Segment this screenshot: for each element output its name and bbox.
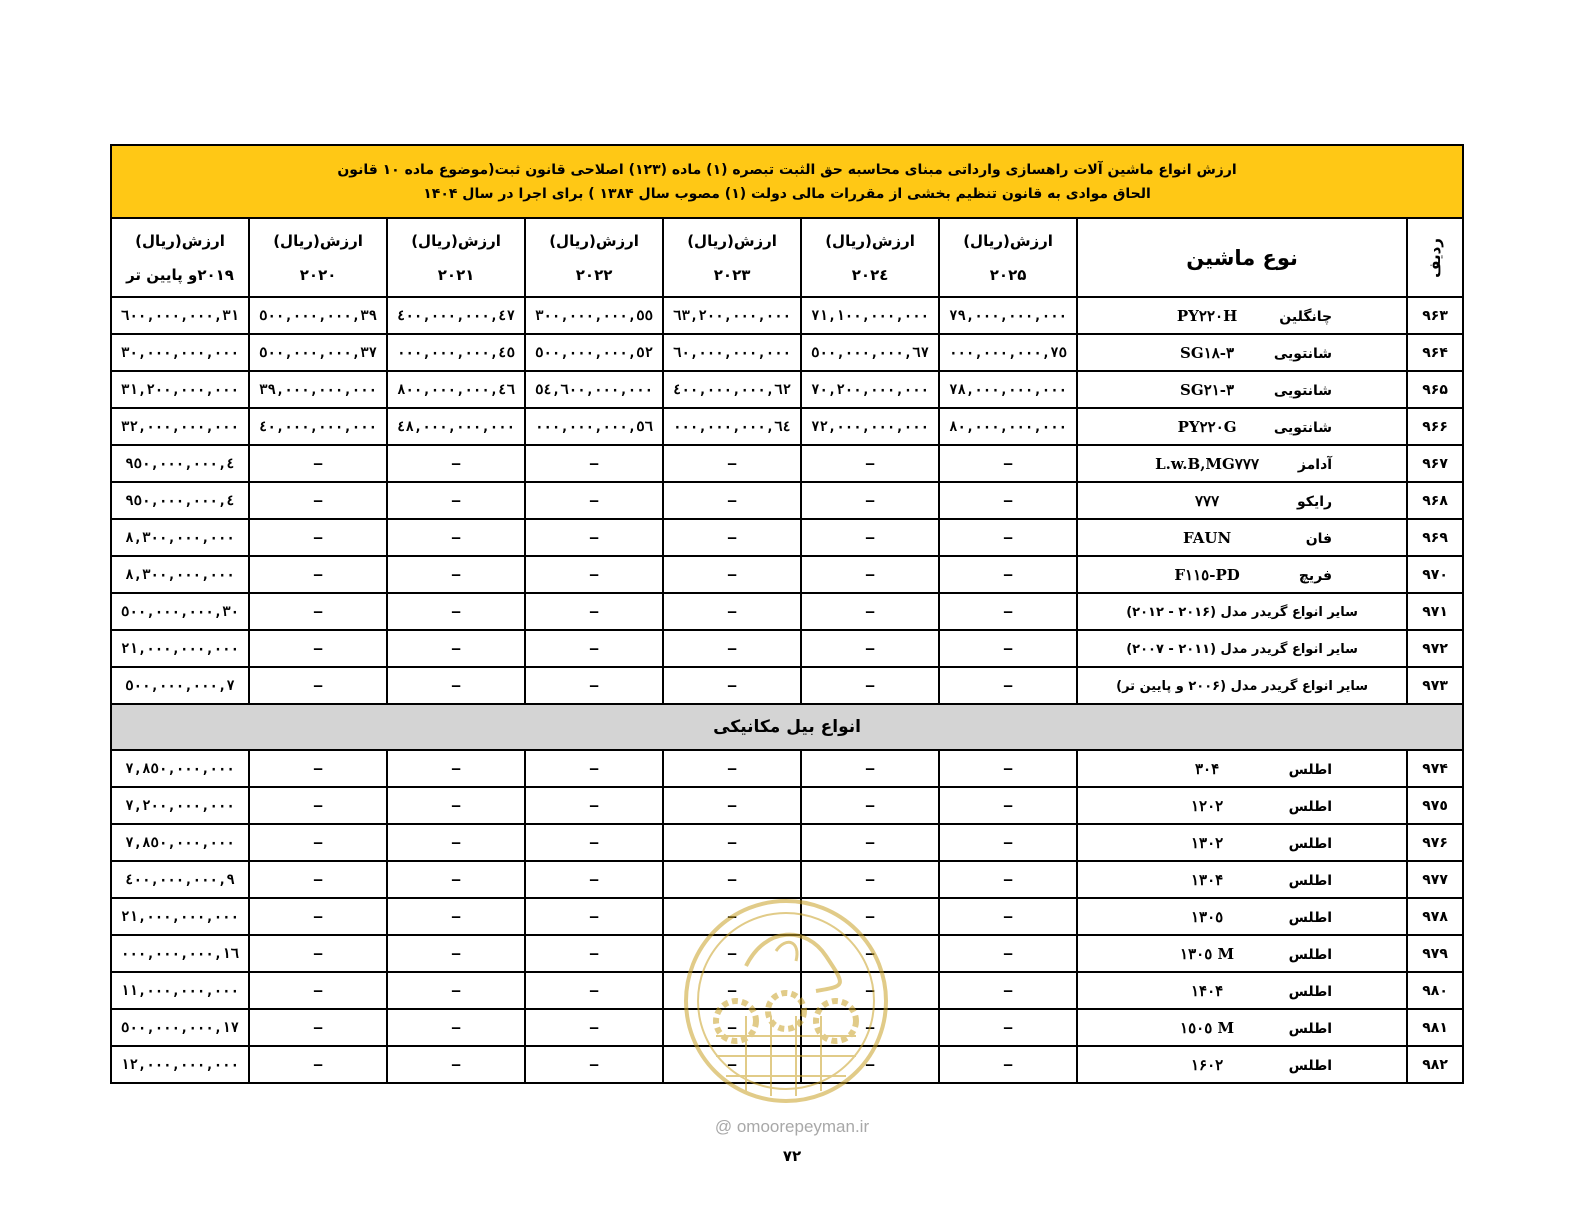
- row-value-cell: –: [801, 445, 939, 482]
- table-row: [111, 334, 1463, 371]
- row-value-cell: –: [801, 824, 939, 861]
- row-machine-type: [1077, 898, 1407, 935]
- machine-model: ۱۳۰۲: [1190, 833, 1224, 852]
- row-radif: ۹۷۲: [1407, 630, 1463, 667]
- row-value-cell: ۸۰,۰۰۰,۰۰۰,۰۰۰: [939, 408, 1077, 445]
- row-radif: ۹۷۷: [1407, 861, 1463, 898]
- header-year-2021: ارزش(ریال) ۲۰۲۱: [387, 218, 525, 297]
- machine-model: L.w.B,MG۷۷۷: [1155, 454, 1260, 473]
- row-value-cell: –: [939, 972, 1077, 1009]
- row-machine-type: [1077, 667, 1407, 704]
- machine-description: سایر انواع گریدر مدل (۲۰۱۶ - ۲۰۱۲): [1126, 604, 1358, 620]
- table-row: [111, 297, 1463, 334]
- row-machine-type: [1077, 297, 1407, 334]
- row-value-cell: –: [663, 824, 801, 861]
- watermark: @ omoorepeyman.ir: [714, 1117, 870, 1136]
- row-machine-type: [1077, 445, 1407, 482]
- row-value-cell: –: [663, 556, 801, 593]
- row-value-cell: –: [801, 750, 939, 787]
- row-value-cell: –: [249, 482, 387, 519]
- row-value-cell: –: [249, 750, 387, 787]
- row-value-cell: –: [525, 445, 663, 482]
- table-row: [111, 482, 1463, 519]
- row-value-cell: –: [939, 1046, 1077, 1083]
- row-value-cell: –: [387, 935, 525, 972]
- row-radif: ۹۸۰: [1407, 972, 1463, 1009]
- row-value-cell: ۳۰,٥۰۰,۰۰۰,۰۰۰: [111, 593, 249, 630]
- row-value-cell: –: [939, 630, 1077, 667]
- row-machine-type: [1077, 630, 1407, 667]
- row-machine-type: [1077, 482, 1407, 519]
- row-value-cell: –: [663, 1046, 801, 1083]
- row-value-cell: ۳۰,۰۰۰,۰۰۰,۰۰۰: [111, 334, 249, 371]
- row-value-cell: –: [387, 445, 525, 482]
- row-value-cell: ۳۱,۲۰۰,۰۰۰,۰۰۰: [111, 371, 249, 408]
- table-row: [111, 667, 1463, 704]
- machine-description: سایر انواع گریدر مدل (۲۰۱۱ - ۲۰۰۷): [1126, 641, 1358, 657]
- row-value-cell: –: [525, 593, 663, 630]
- row-value-cell: –: [663, 935, 801, 972]
- section-title: انواع بیل مکانیکی: [111, 704, 1463, 750]
- header-year-2025: ارزش(ریال) ۲۰۲۵: [939, 218, 1077, 297]
- title-line-1: ارزش انواع ماشین آلات راهسازی وارداتی مبنای محاسبه حق الثبت تبصره (۱) ماده (۱۲۳) اصلاحی قانون ثبت(موضوع ماده ۱۰ قانون: [337, 161, 1237, 178]
- table-row: [111, 519, 1463, 556]
- machine-brand: شانتویی: [1273, 382, 1333, 399]
- row-radif: ۹۷۳: [1407, 667, 1463, 704]
- row-value-cell: –: [663, 861, 801, 898]
- row-value-cell: ۱۱,۰۰۰,۰۰۰,۰۰۰: [111, 972, 249, 1009]
- row-value-cell: ۳۹,٥۰۰,۰۰۰,۰۰۰: [249, 297, 387, 334]
- row-radif: ۹۷۰: [1407, 556, 1463, 593]
- row-value-cell: ۳۷,٥۰۰,۰۰۰,۰۰۰: [249, 334, 387, 371]
- row-value-cell: ٥٥,۳۰۰,۰۰۰,۰۰۰: [525, 297, 663, 334]
- row-radif: ۹۷۶: [1407, 824, 1463, 861]
- row-value-cell: –: [249, 935, 387, 972]
- row-value-cell: –: [939, 593, 1077, 630]
- row-radif: ۹۸۲: [1407, 1046, 1463, 1083]
- row-value-cell: ٤٥,۰۰۰,۰۰۰,۰۰۰: [387, 334, 525, 371]
- row-value-cell: ٥۲,٥۰۰,۰۰۰,۰۰۰: [525, 334, 663, 371]
- row-value-cell: –: [387, 750, 525, 787]
- title-line-2: الحاق موادی به قانون تنظیم بخشی از مقررات مالی دولت (۱) مصوب سال ۱۳۸۴ ) برای اجرا در سال ۱۴۰۴: [423, 185, 1151, 202]
- table-row: [111, 750, 1463, 787]
- machine-model: PY۲۲۰H: [1176, 306, 1238, 325]
- row-value-cell: –: [387, 824, 525, 861]
- row-value-cell: ٦۳,۲۰۰,۰۰۰,۰۰۰: [663, 297, 801, 334]
- row-value-cell: –: [801, 898, 939, 935]
- machine-brand: اطلس: [1288, 835, 1333, 852]
- row-value-cell: –: [387, 787, 525, 824]
- machine-model: ۷۷۷: [1194, 491, 1220, 510]
- row-value-cell: –: [387, 861, 525, 898]
- row-value-cell: –: [801, 1009, 939, 1046]
- header-year-2019-and-below: ارزش(ریال) ۲۰۱۹و پایین تر: [111, 218, 249, 297]
- row-value-cell: –: [525, 898, 663, 935]
- machine-model: ۳۰۴: [1194, 759, 1220, 778]
- table-row: [111, 408, 1463, 445]
- row-value-cell: –: [249, 1046, 387, 1083]
- row-value-cell: –: [939, 750, 1077, 787]
- row-value-cell: –: [525, 861, 663, 898]
- machine-brand: اطلس: [1288, 872, 1333, 889]
- row-radif: ۹۶۴: [1407, 334, 1463, 371]
- row-value-cell: ۷۸,۰۰۰,۰۰۰,۰۰۰: [939, 371, 1077, 408]
- machine-brand: فریچ: [1298, 567, 1333, 584]
- row-value-cell: –: [249, 898, 387, 935]
- machine-model: ۱۳۰٥: [1190, 907, 1224, 926]
- row-value-cell: ٥٤,٦۰۰,۰۰۰,۰۰۰: [525, 371, 663, 408]
- row-machine-type: [1077, 334, 1407, 371]
- header-year-2023: ارزش(ریال) ۲۰۲۳: [663, 218, 801, 297]
- row-value-cell: –: [663, 667, 801, 704]
- row-machine-type: [1077, 750, 1407, 787]
- row-value-cell: ٦۷,٥۰۰,۰۰۰,۰۰۰: [801, 334, 939, 371]
- row-value-cell: ۸,۳۰۰,۰۰۰,۰۰۰: [111, 519, 249, 556]
- row-value-cell: –: [663, 482, 801, 519]
- table-row: [111, 445, 1463, 482]
- row-value-cell: ۲۱,۰۰۰,۰۰۰,۰۰۰: [111, 630, 249, 667]
- row-value-cell: –: [801, 861, 939, 898]
- row-value-cell: –: [663, 445, 801, 482]
- row-value-cell: ۱۲,۰۰۰,۰۰۰,۰۰۰: [111, 1046, 249, 1083]
- machine-model: ۱۳۰۴: [1190, 870, 1224, 889]
- row-radif: ۹۷۸: [1407, 898, 1463, 935]
- machine-model: FAUN: [1182, 528, 1232, 547]
- row-value-cell: ٤۰,۰۰۰,۰۰۰,۰۰۰: [249, 408, 387, 445]
- row-value-cell: –: [939, 556, 1077, 593]
- row-value-cell: –: [939, 824, 1077, 861]
- row-value-cell: –: [525, 519, 663, 556]
- row-value-cell: –: [939, 787, 1077, 824]
- title-row: [111, 145, 1463, 218]
- table-row: [111, 593, 1463, 630]
- machine-brand: اطلس: [1288, 798, 1333, 815]
- row-value-cell: –: [387, 593, 525, 630]
- row-value-cell: –: [663, 519, 801, 556]
- row-value-cell: ٥٦,۰۰۰,۰۰۰,۰۰۰: [525, 408, 663, 445]
- row-machine-type: [1077, 861, 1407, 898]
- row-machine-type: [1077, 408, 1407, 445]
- row-value-cell: –: [939, 898, 1077, 935]
- row-value-cell: –: [801, 787, 939, 824]
- row-value-cell: ۷۱,۱۰۰,۰۰۰,۰۰۰: [801, 297, 939, 334]
- row-value-cell: –: [801, 593, 939, 630]
- row-radif: ۹۶۸: [1407, 482, 1463, 519]
- row-machine-type: [1077, 935, 1407, 972]
- page-number: ۷۲: [782, 1147, 802, 1165]
- table-row: [111, 630, 1463, 667]
- row-value-cell: –: [249, 824, 387, 861]
- row-value-cell: –: [525, 787, 663, 824]
- machine-brand: چانگلین: [1279, 308, 1333, 325]
- row-radif: ۹۷۱: [1407, 593, 1463, 630]
- machine-brand: اطلس: [1288, 761, 1333, 778]
- row-value-cell: –: [525, 750, 663, 787]
- machine-brand: اطلس: [1288, 1057, 1333, 1074]
- row-value-cell: ٤۸,۰۰۰,۰۰۰,۰۰۰: [387, 408, 525, 445]
- section-row: [111, 704, 1463, 750]
- row-radif: ۹۶۹: [1407, 519, 1463, 556]
- row-machine-type: [1077, 1046, 1407, 1083]
- row-value-cell: –: [939, 482, 1077, 519]
- table-row: [111, 861, 1463, 898]
- row-value-cell: –: [939, 935, 1077, 972]
- row-value-cell: –: [249, 556, 387, 593]
- row-value-cell: –: [801, 630, 939, 667]
- row-value-cell: –: [387, 667, 525, 704]
- machine-model: ۱۴۰۴: [1190, 981, 1224, 1000]
- machine-brand: اطلس: [1288, 909, 1333, 926]
- machine-model: ۱۲۰۲: [1190, 796, 1224, 815]
- machine-model: SG۱۸-۳: [1180, 343, 1235, 362]
- row-value-cell: –: [525, 556, 663, 593]
- row-value-cell: –: [249, 667, 387, 704]
- row-radif: ۹۷۴: [1407, 750, 1463, 787]
- machine-model: ۱٥۰٥ M: [1180, 1018, 1235, 1037]
- row-machine-type: [1077, 593, 1407, 630]
- row-value-cell: –: [939, 1009, 1077, 1046]
- row-value-cell: –: [525, 1009, 663, 1046]
- row-value-cell: ۷,۸٥۰,۰۰۰,۰۰۰: [111, 824, 249, 861]
- row-value-cell: –: [663, 972, 801, 1009]
- row-value-cell: ۱٦,۰۰۰,۰۰۰,۰۰۰: [111, 935, 249, 972]
- row-value-cell: –: [249, 972, 387, 1009]
- row-value-cell: ۷,۲۰۰,۰۰۰,۰۰۰: [111, 787, 249, 824]
- machine-model: SG۲۱-۳: [1180, 380, 1235, 399]
- row-value-cell: –: [939, 667, 1077, 704]
- table-row: [111, 824, 1463, 861]
- row-value-cell: –: [249, 630, 387, 667]
- row-value-cell: ۷۲,۰۰۰,۰۰۰,۰۰۰: [801, 408, 939, 445]
- row-value-cell: –: [801, 1046, 939, 1083]
- row-value-cell: –: [801, 482, 939, 519]
- row-value-cell: –: [663, 1009, 801, 1046]
- row-radif: ۹۶۶: [1407, 408, 1463, 445]
- row-value-cell: ۷۹,۰۰۰,۰۰۰,۰۰۰: [939, 297, 1077, 334]
- machine-brand: آدامز: [1297, 456, 1333, 473]
- header-row: [111, 218, 1463, 297]
- header-radif: ردیف: [1407, 218, 1463, 297]
- row-radif: ۹۶۵: [1407, 371, 1463, 408]
- machine-brand: اطلس: [1288, 983, 1333, 1000]
- header-year-2020: ارزش(ریال) ۲۰۲۰: [249, 218, 387, 297]
- row-radif: ۹۷۹: [1407, 935, 1463, 972]
- row-value-cell: –: [249, 787, 387, 824]
- row-machine-type: [1077, 824, 1407, 861]
- row-value-cell: –: [663, 630, 801, 667]
- machine-model: ۱۳۰٥ M: [1180, 944, 1235, 963]
- row-value-cell: –: [387, 898, 525, 935]
- machine-brand: شانتویی: [1273, 345, 1333, 362]
- row-value-cell: –: [525, 824, 663, 861]
- row-value-cell: ٤,۹٥۰,۰۰۰,۰۰۰: [111, 445, 249, 482]
- header-year-2024: ارزش(ریال) ۲۰۲٤: [801, 218, 939, 297]
- row-value-cell: –: [249, 593, 387, 630]
- row-value-cell: ۷٥,۰۰۰,۰۰۰,۰۰۰: [939, 334, 1077, 371]
- row-value-cell: –: [663, 750, 801, 787]
- row-value-cell: –: [249, 1009, 387, 1046]
- header-year-2022: ارزش(ریال) ۲۰۲۲: [525, 218, 663, 297]
- table-title: [111, 145, 1463, 218]
- row-value-cell: ۲۱,۰۰۰,۰۰۰,۰۰۰: [111, 898, 249, 935]
- table-row: [111, 556, 1463, 593]
- row-value-cell: ۱۷,٥۰۰,۰۰۰,۰۰۰: [111, 1009, 249, 1046]
- row-value-cell: ۷,۸٥۰,۰۰۰,۰۰۰: [111, 750, 249, 787]
- row-value-cell: –: [525, 630, 663, 667]
- machine-brand: اطلس: [1288, 946, 1333, 963]
- row-value-cell: ۹,٤۰۰,۰۰۰,۰۰۰: [111, 861, 249, 898]
- row-value-cell: –: [801, 972, 939, 1009]
- row-value-cell: –: [939, 861, 1077, 898]
- row-value-cell: –: [387, 482, 525, 519]
- row-radif: ۹۶۷: [1407, 445, 1463, 482]
- row-radif: ۹۶۳: [1407, 297, 1463, 334]
- row-value-cell: ٤٦,۸۰۰,۰۰۰,۰۰۰: [387, 371, 525, 408]
- header-machine-type: نوع ماشین: [1077, 218, 1407, 297]
- row-value-cell: –: [939, 445, 1077, 482]
- row-value-cell: ۸,۳۰۰,۰۰۰,۰۰۰: [111, 556, 249, 593]
- row-value-cell: –: [801, 556, 939, 593]
- row-machine-type: [1077, 371, 1407, 408]
- machine-model: F۱۱٥-PD: [1174, 565, 1240, 584]
- row-value-cell: ٦٤,۰۰۰,۰۰۰,۰۰۰: [663, 408, 801, 445]
- row-value-cell: –: [525, 972, 663, 1009]
- row-value-cell: ۷۰,۲۰۰,۰۰۰,۰۰۰: [801, 371, 939, 408]
- row-value-cell: –: [801, 667, 939, 704]
- table-row: [111, 371, 1463, 408]
- row-value-cell: –: [387, 1046, 525, 1083]
- row-machine-type: [1077, 972, 1407, 1009]
- row-value-cell: ۷,٥۰۰,۰۰۰,۰۰۰: [111, 667, 249, 704]
- row-value-cell: –: [387, 630, 525, 667]
- row-value-cell: –: [387, 519, 525, 556]
- row-value-cell: –: [525, 482, 663, 519]
- row-value-cell: –: [249, 445, 387, 482]
- row-value-cell: ۳۲,۰۰۰,۰۰۰,۰۰۰: [111, 408, 249, 445]
- stamp-seal-icon: [676, 896, 896, 1106]
- row-value-cell: –: [663, 898, 801, 935]
- row-value-cell: –: [249, 861, 387, 898]
- row-value-cell: ۳۹,۰۰۰,۰۰۰,۰۰۰: [249, 371, 387, 408]
- row-value-cell: –: [663, 787, 801, 824]
- row-machine-type: [1077, 556, 1407, 593]
- row-value-cell: ٦۲,٤۰۰,۰۰۰,۰۰۰: [663, 371, 801, 408]
- row-value-cell: –: [525, 935, 663, 972]
- machine-brand: شانتویی: [1273, 419, 1333, 436]
- row-value-cell: –: [801, 935, 939, 972]
- row-value-cell: –: [249, 519, 387, 556]
- machine-description: سایر انواع گریدر مدل (۲۰۰۶ و پایین تر): [1116, 678, 1368, 694]
- row-value-cell: –: [387, 556, 525, 593]
- row-value-cell: –: [387, 1009, 525, 1046]
- row-machine-type: [1077, 1009, 1407, 1046]
- row-machine-type: [1077, 519, 1407, 556]
- machine-model: PY۲۲۰G: [1177, 417, 1237, 436]
- row-value-cell: –: [939, 519, 1077, 556]
- row-value-cell: ٤,۹٥۰,۰۰۰,۰۰۰: [111, 482, 249, 519]
- row-value-cell: ٤۷,٤۰۰,۰۰۰,۰۰۰: [387, 297, 525, 334]
- machine-brand: اطلس: [1288, 1020, 1333, 1037]
- table-row: [111, 787, 1463, 824]
- row-value-cell: –: [525, 667, 663, 704]
- row-value-cell: ۳۱,٦۰۰,۰۰۰,۰۰۰: [111, 297, 249, 334]
- row-machine-type: [1077, 787, 1407, 824]
- row-value-cell: –: [663, 593, 801, 630]
- row-value-cell: –: [387, 972, 525, 1009]
- machine-brand: رایکو: [1297, 493, 1333, 510]
- machine-brand: فان: [1305, 530, 1333, 547]
- row-value-cell: –: [801, 519, 939, 556]
- row-radif: ۹۸۱: [1407, 1009, 1463, 1046]
- row-value-cell: –: [525, 1046, 663, 1083]
- row-value-cell: ٦۰,۰۰۰,۰۰۰,۰۰۰: [663, 334, 801, 371]
- row-radif: ۹۷٥: [1407, 787, 1463, 824]
- machine-model: ۱۶۰۲: [1190, 1055, 1224, 1074]
